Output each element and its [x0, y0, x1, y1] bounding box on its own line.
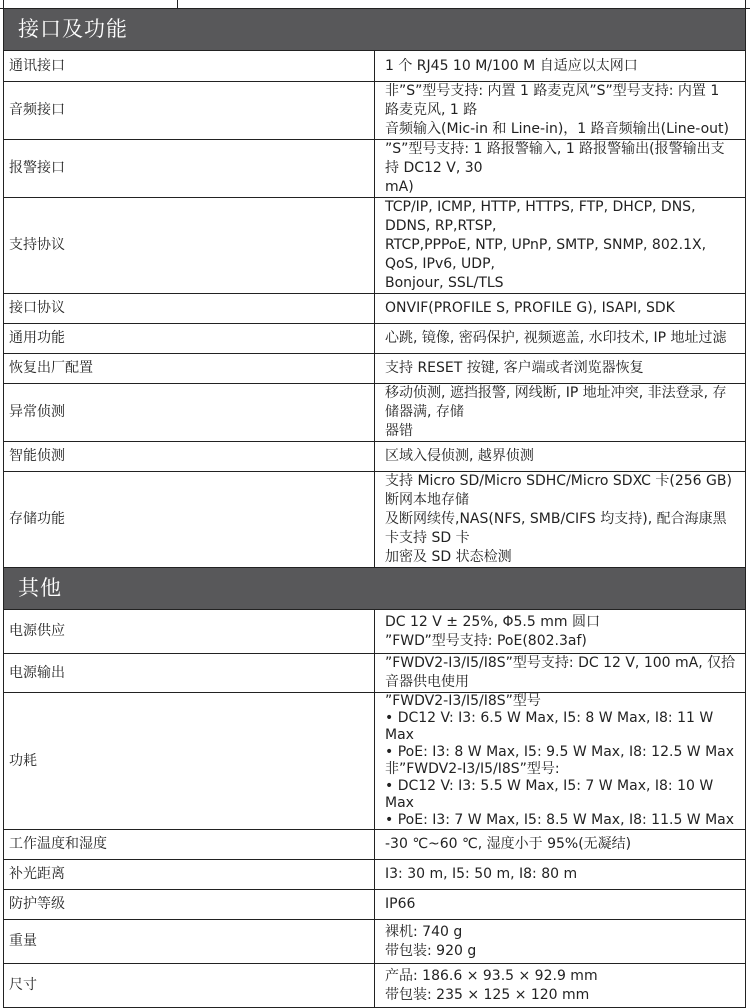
- spec-value-line: 心跳, 镜像, 密码保护, 视频遮盖, 水印技术, IP 地址过滤: [385, 330, 727, 346]
- spec-value: [375, 294, 746, 324]
- top-edge-label-cell: [3, 0, 178, 8]
- spec-table: [3, 8, 746, 1008]
- spec-value: [375, 472, 746, 568]
- spec-value-line: ”FWDV2-I3/I5/I8S”型号支持: DC 12 V, 100 mA, 仅拾音器供电使用: [385, 655, 736, 690]
- spec-value-line: 带包装: 235 × 125 × 120 mm: [385, 986, 590, 1003]
- spec-label: 防护等级: [4, 890, 375, 920]
- top-edge-value-cell: [177, 0, 746, 8]
- table-row: [4, 140, 746, 198]
- table-row: [4, 654, 746, 693]
- table-row: [4, 964, 746, 1008]
- spec-value: [375, 384, 746, 442]
- spec-value-line: • PoE: I3: 8 W Max, I5: 9.5 W Max, I8: 12.5 W Max: [385, 744, 735, 760]
- table-row: [4, 693, 746, 830]
- spec-value-line: ONVIF(PROFILE S, PROFILE G), ISAPI, SDK: [385, 300, 675, 316]
- spec-value-line: ”FWD”型号支持: PoE(802.3af): [385, 632, 587, 649]
- spec-value-line: DC 12 V ± 25%, Φ5.5 mm 圆口: [385, 613, 600, 630]
- spec-value-line: 产品: 186.6 × 93.5 × 92.9 mm: [385, 967, 598, 984]
- section-title: 接口及功能: [4, 9, 746, 51]
- spec-label: 重量: [4, 920, 375, 964]
- spec-label: 工作温度和湿度: [4, 830, 375, 860]
- spec-label: 尺寸: [4, 964, 375, 1008]
- spec-label: 异常侦测: [4, 384, 375, 442]
- spec-value: [375, 890, 746, 920]
- section-others-header: [4, 568, 746, 610]
- spec-value-line: 器错: [385, 423, 413, 439]
- spec-value: [375, 140, 746, 198]
- spec-value-line: • PoE: I3: 7 W Max, I5: 8.5 W Max, I8: 11.5 W Max: [385, 812, 735, 828]
- table-row: [4, 354, 746, 384]
- spec-value-line: 支持 Micro SD/Micro SDHC/Micro SDXC 卡(256 GB)断网本地存储: [385, 473, 732, 508]
- table-row: [4, 860, 746, 890]
- spec-value-line: 裸机: 740 g: [385, 923, 463, 940]
- spec-value: [375, 860, 746, 890]
- spec-label: 报警接口: [4, 140, 375, 198]
- table-row: [4, 324, 746, 354]
- spec-value-line: TCP/IP, ICMP, HTTP, HTTPS, FTP, DHCP, DNS, DDNS, RP,RTSP,: [385, 199, 696, 234]
- table-row: [4, 610, 746, 654]
- spec-value: [375, 82, 746, 140]
- spec-label: 支持协议: [4, 198, 375, 294]
- spec-value: [375, 830, 746, 860]
- table-row: [4, 472, 746, 568]
- spec-value-line: 区域入侵侦测, 越界侦测: [385, 448, 534, 464]
- table-row: [4, 51, 746, 82]
- spec-label: 接口协议: [4, 294, 375, 324]
- spec-value-line: 移动侦测, 遮挡报警, 网线断, IP 地址冲突, 非法登录, 存储器满, 存储: [385, 385, 727, 420]
- spec-label: 补光距离: [4, 860, 375, 890]
- spec-value-line: 带包装: 920 g: [385, 942, 477, 959]
- spec-value-line: 非”S”型号支持: 内置 1 路麦克风”S”型号支持: 内置 1 路麦克风, 1 路: [385, 83, 720, 118]
- table-row: [4, 198, 746, 294]
- spec-label: 智能侦测: [4, 442, 375, 472]
- spec-value-line: Bonjour, SSL/TLS: [385, 275, 504, 291]
- spec-label: 电源供应: [4, 610, 375, 654]
- spec-value: [375, 920, 746, 964]
- table-row: [4, 890, 746, 920]
- spec-label: 音频接口: [4, 82, 375, 140]
- table-row: [4, 294, 746, 324]
- section-title: 其他: [4, 568, 746, 610]
- spec-value: [375, 442, 746, 472]
- spec-label: 存储功能: [4, 472, 375, 568]
- spec-value-line: -30 ℃~60 ℃, 湿度小于 95%(无凝结): [385, 836, 632, 852]
- spec-value-line: 及断网续传,NAS(NFS, SMB/CIFS 均支持), 配合海康黑卡支持 SD 卡: [385, 511, 727, 546]
- spec-value: [375, 964, 746, 1008]
- table-row: [4, 82, 746, 140]
- spec-value-line: ”S”型号支持: 1 路报警输入, 1 路报警输出(报警输出支持 DC12 V, 30: [385, 141, 725, 176]
- spec-value: [375, 354, 746, 384]
- spec-value-line: 1 个 RJ45 10 M/100 M 自适应以太网口: [385, 57, 638, 74]
- spec-value-line: • DC12 V: I3: 5.5 W Max, I5: 7 W Max, I8: 10 W Max: [385, 778, 714, 811]
- spec-label: 通用功能: [4, 324, 375, 354]
- spec-value: [375, 198, 746, 294]
- table-row: [4, 830, 746, 860]
- spec-value: [375, 610, 746, 654]
- spec-value-line: IP66: [385, 896, 416, 912]
- spec-label: 电源输出: [4, 654, 375, 693]
- section-interfaces-header: [4, 9, 746, 51]
- spec-label: 恢复出厂配置: [4, 354, 375, 384]
- spec-value: [375, 693, 746, 830]
- spec-value: [375, 51, 746, 82]
- table-row: [4, 384, 746, 442]
- spec-value-line: ”FWDV2-I3/I5/I8S”型号: [385, 693, 541, 709]
- spec-value-line: RTCP,PPPoE, NTP, UPnP, SMTP, SNMP, 802.1X, QoS, IPv6, UDP,: [385, 237, 707, 272]
- spec-value: [375, 324, 746, 354]
- spec-value: [375, 654, 746, 693]
- table-row: [4, 442, 746, 472]
- spec-value-line: mA): [385, 179, 414, 195]
- spec-label: 通讯接口: [4, 51, 375, 82]
- spec-value-line: I3: 30 m, I5: 50 m, I8: 80 m: [385, 866, 578, 882]
- spec-value-line: 非”FWDV2-I3/I5/I8S”型号:: [385, 761, 560, 777]
- table-row: [4, 920, 746, 964]
- spec-value-line: 支持 RESET 按键, 客户端或者浏览器恢复: [385, 360, 644, 376]
- spec-value-line: 加密及 SD 状态检测: [385, 549, 512, 565]
- spec-label: 功耗: [4, 693, 375, 830]
- spec-value-line: • DC12 V: I3: 6.5 W Max, I5: 8 W Max, I8: 11 W Max: [385, 710, 714, 743]
- spec-value-line: 音频输入(Mic-in 和 Line-in)，1 路音频输出(Line-out): [385, 121, 729, 137]
